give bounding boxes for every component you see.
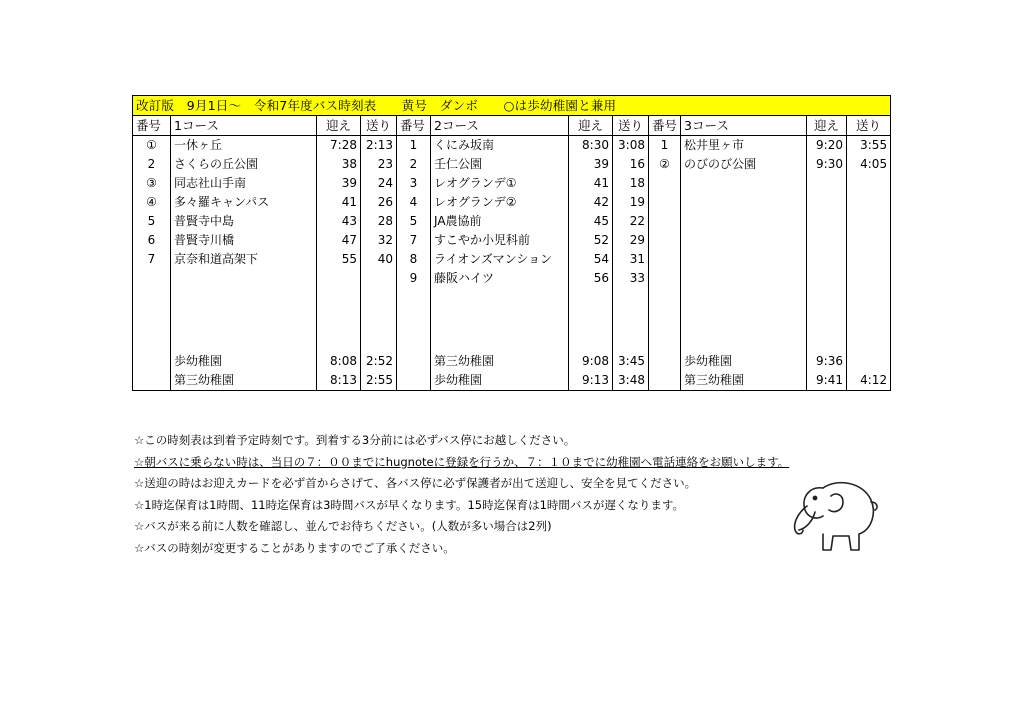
pickup-time: 39 [317,174,361,193]
stop-name [681,193,807,212]
school-name: 第三幼稚園 [681,371,807,391]
pickup-time: 7:28 [317,136,361,156]
pickup-time: 55 [317,250,361,269]
school-row [133,352,891,371]
dropoff-time: 2:52 [361,352,397,371]
note: ☆1時迄保育は1時間、11時迄保育は3時間バスが早くなります。15時迄保育は1時間バスが遅くなります。 [134,497,684,512]
dropoff-time [847,231,891,250]
dropoff-time: 22 [613,212,649,231]
pickup-time: 8:08 [317,352,361,371]
dropoff-time [847,352,891,371]
stop-number: 2 [397,155,431,174]
empty-cell [133,371,171,391]
pickup-time [807,231,847,250]
pickup-time [807,250,847,269]
stop-name [171,269,317,288]
dropoff-time: 28 [361,212,397,231]
stop-row [133,231,891,250]
dropoff-time: 2:13 [361,136,397,156]
school-name: 歩幼稚園 [681,352,807,371]
pickup-time: 54 [569,250,613,269]
stop-name: レオグランデ② [431,193,569,212]
pickup-time: 9:13 [569,371,613,391]
stop-number [649,212,681,231]
dropoff-time: 32 [361,231,397,250]
stop-name [681,174,807,193]
dropoff-header: 送り [613,116,649,136]
stop-number: 3 [397,174,431,193]
stop-number [133,269,171,288]
stop-name: レオグランデ① [431,174,569,193]
stop-number: ① [133,136,171,156]
empty-cell [569,288,613,352]
school-name: 第三幼稚園 [431,352,569,371]
stop-number [649,231,681,250]
stop-number: ④ [133,193,171,212]
empty-cell [317,288,361,352]
elephant-icon [785,472,885,562]
stop-name: JA農協前 [431,212,569,231]
pickup-time: 45 [569,212,613,231]
dropoff-time [847,193,891,212]
dropoff-time: 19 [613,193,649,212]
dropoff-time: 4:05 [847,155,891,174]
stop-row [133,250,891,269]
school-name: 歩幼稚園 [431,371,569,391]
pickup-time: 8:13 [317,371,361,391]
dropoff-time: 3:45 [613,352,649,371]
empty-cell [847,288,891,352]
stop-number [649,269,681,288]
stop-row [133,193,891,212]
dropoff-time [361,269,397,288]
stop-number: 1 [649,136,681,156]
pickup-time: 9:08 [569,352,613,371]
dropoff-time: 3:55 [847,136,891,156]
course2-header: 2コース [431,116,569,136]
stop-number: 7 [133,250,171,269]
stop-name [681,231,807,250]
school-name: 第三幼稚園 [171,371,317,391]
dropoff-time: 18 [613,174,649,193]
stop-number: ③ [133,174,171,193]
pickup-time: 43 [317,212,361,231]
pickup-time [317,269,361,288]
stop-name: 藤阪ハイツ [431,269,569,288]
stop-name [681,212,807,231]
stop-name: 同志社山手南 [171,174,317,193]
empty-cell [397,352,431,371]
pickup-time: 41 [317,193,361,212]
dropoff-time: 33 [613,269,649,288]
pickup-time: 41 [569,174,613,193]
pickup-time: 42 [569,193,613,212]
stop-number: 6 [133,231,171,250]
dropoff-time: 3:08 [613,136,649,156]
pickup-header: 迎え [569,116,613,136]
dropoff-time [847,250,891,269]
note: ☆送迎の時はお迎えカードを必ず首からさげて、各バス停に必ず保護者が出て送迎し、安全を見てください。 [134,476,697,490]
school-row [133,371,891,391]
timetable-title: 改訂版 9月1日～ 令和7年度バス時刻表 黄号 ダンボ ○は歩幼稚園と兼用 [133,96,891,116]
header-row [133,116,891,136]
stop-name: 多々羅キャンパス [171,193,317,212]
stop-row [133,155,891,174]
note-underlined: ☆朝バスに乗らない時は、当日の７：００までにhugnoteに登録を行うか、７：１０までに幼稚園へ電話連絡をお願いします。 [134,454,790,469]
stop-number: 1 [397,136,431,156]
pickup-time: 52 [569,231,613,250]
dropoff-time: 24 [361,174,397,193]
pickup-time: 8:30 [569,136,613,156]
dropoff-time: 2:55 [361,371,397,391]
empty-cell [613,288,649,352]
stop-name: 京奈和道高架下 [171,250,317,269]
empty-cell [397,371,431,391]
dropoff-time: 26 [361,193,397,212]
dropoff-time [847,174,891,193]
pickup-time: 9:41 [807,371,847,391]
dropoff-time: 23 [361,155,397,174]
pickup-header: 迎え [317,116,361,136]
empty-cell [681,288,807,352]
stop-number: 5 [397,212,431,231]
empty-cell [361,288,397,352]
pickup-time [807,174,847,193]
dropoff-time: 4:12 [847,371,891,391]
num-header: 番号 [649,116,681,136]
bus-timetable [132,95,891,391]
stop-name: のびのび公園 [681,155,807,174]
note: ☆この時刻表は到着予定時刻です。到着する3分前には必ずバス停にお越しください。 [134,433,576,447]
empty-cell [171,288,317,352]
stop-number: ② [649,155,681,174]
empty-cell [649,371,681,391]
empty-cell [807,288,847,352]
school-name: 歩幼稚園 [171,352,317,371]
stop-number: 9 [397,269,431,288]
stop-name: すこやか小児科前 [431,231,569,250]
stop-row [133,212,891,231]
dropoff-time: 29 [613,231,649,250]
stop-row [133,269,891,288]
stop-name [681,269,807,288]
stop-number: 7 [397,231,431,250]
dropoff-header: 送り [847,116,891,136]
stop-number: 4 [397,193,431,212]
course3-header: 3コース [681,116,807,136]
empty-cell [649,352,681,371]
empty-cell [397,288,431,352]
notes [134,430,789,559]
pickup-header: 迎え [807,116,847,136]
spacer-row [133,288,891,352]
note: ☆バスの時刻が変更することがありますのでご了承ください。 [134,540,455,555]
pickup-time: 39 [569,155,613,174]
stop-number [649,174,681,193]
stop-name: 普賢寺川橋 [171,231,317,250]
stop-name: さくらの丘公園 [171,155,317,174]
pickup-time: 47 [317,231,361,250]
stop-row [133,174,891,193]
stop-number: 5 [133,212,171,231]
stop-row [133,136,891,156]
pickup-time: 38 [317,155,361,174]
pickup-time [807,193,847,212]
pickup-time: 9:20 [807,136,847,156]
pickup-time [807,269,847,288]
dropoff-time [847,269,891,288]
dropoff-time: 16 [613,155,649,174]
note: ☆バスが来る前に人数を確認し、並んでお待ちください。(人数が多い場合は2列) [134,519,552,533]
pickup-time [807,212,847,231]
stop-name: くにみ坂南 [431,136,569,156]
stop-name: 壬仁公園 [431,155,569,174]
empty-cell [133,288,171,352]
course1-header: 1コース [171,116,317,136]
dropoff-header: 送り [361,116,397,136]
dropoff-time: 40 [361,250,397,269]
stop-number [649,250,681,269]
pickup-time: 56 [569,269,613,288]
pickup-time: 9:36 [807,352,847,371]
stop-name [681,250,807,269]
dropoff-time: 3:48 [613,371,649,391]
stop-name: 普賢寺中島 [171,212,317,231]
empty-cell [431,288,569,352]
stop-number [649,193,681,212]
stop-name: ライオンズマンション [431,250,569,269]
stop-number: 8 [397,250,431,269]
stop-name: 松井里ヶ市 [681,136,807,156]
empty-cell [133,352,171,371]
stop-name: 一休ヶ丘 [171,136,317,156]
num-header: 番号 [133,116,171,136]
dropoff-time [847,212,891,231]
dropoff-time: 31 [613,250,649,269]
stop-number: 2 [133,155,171,174]
empty-cell [649,288,681,352]
pickup-time: 9:30 [807,155,847,174]
num-header: 番号 [397,116,431,136]
